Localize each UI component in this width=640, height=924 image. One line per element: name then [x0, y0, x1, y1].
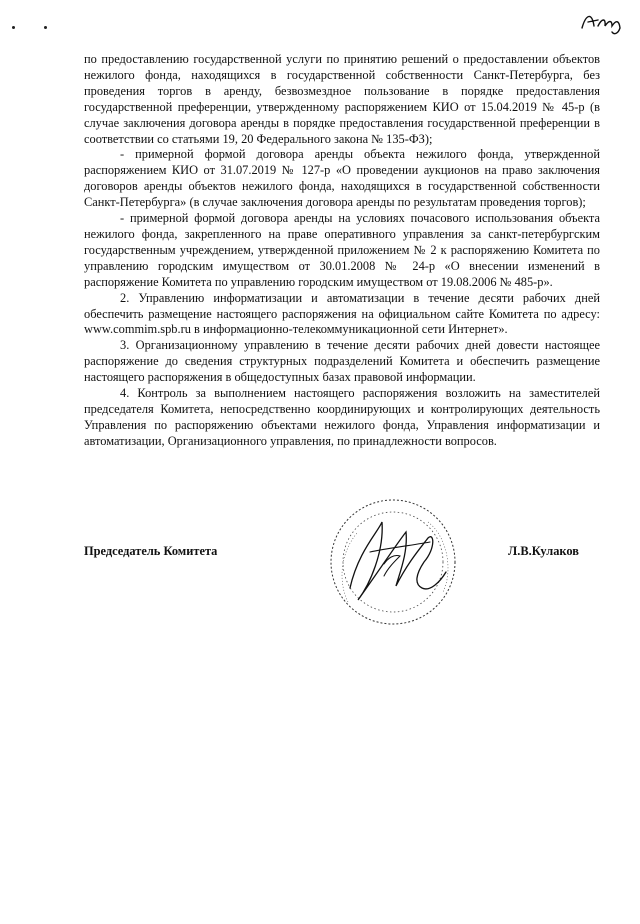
- scan-speck: [44, 26, 47, 29]
- paragraph-item-3: 3. Организационному управлению в течение десяти рабочих дней довести настоящее распоряжение до сведения структурных подразделений Комитета и обеспечить размещение настоящего распоряжения в общедоступных базах правовой информации.: [84, 338, 600, 385]
- signature-drawing: [318, 492, 468, 632]
- signer-title: Председатель Комитета: [84, 544, 218, 558]
- document-body: [84, 52, 600, 450]
- paragraph-item-2: 2. Управлению информатизации и автоматизации в течение десяти рабочих дней обеспечить размещение настоящего распоряжения на официальном сайте Комитета по адресу: www.commim.spb.ru в информационно-телекоммуникационной сети Интернет».: [84, 290, 600, 337]
- paragraph-lease-form-auction: - примерной формой договора аренды объекта нежилого фонда, утвержденной распоряжением КИО от 31.07.2019 № 127-р «О проведении аукционов на право заключения договоров аренды объектов нежилого фонда, находящихся в государственной собственности Санкт-Петербурга» (в случае заключения договора аренды по результатам проведения торгов);: [84, 147, 600, 210]
- paragraph-lease-form-hourly: - примерной формой договора аренды на условиях почасового использования объекта нежилого фонда, закрепленного на праве оперативного управления за санкт-петербургским государственным учреждением, утвержденной приложением № 2 к распоряжению Комитета по управлению городским имуществом от 30.01.2008 № 24-р «О внесении изменений в распоряжение Комитета по управлению городским имуществом от 19.08.2006 № 485-р».: [84, 211, 600, 289]
- paragraph-continuation: по предоставлению государственной услуги по принятию решений о предоставлении объектов нежилого фонда, находящихся в государственной собственности Санкт-Петербурга, без проведения торгов в аренду, безвозмездное пользование в порядке предоставления государственной преференции, утвержденному распоряжением КИО от 15.04.2019 № 45-р (в случае заключения договора аренды в порядке предоставления государственной преференции в соответствии со статьями 19, 20 Федерального закона № 135-ФЗ);: [84, 52, 600, 146]
- scan-speck: [12, 26, 15, 29]
- signer-name: Л.В.Кулаков: [508, 544, 579, 558]
- paragraph-item-4: 4. Контроль за выполнением настоящего распоряжения возложить на заместителей председателя Комитета, непосредственно координирующих и контролирующих деятельность Управления по распоряжению объектами нежилого фонда, Управления информатизации и автоматизации, Организационного управления, по принадлежности вопросов.: [84, 386, 600, 448]
- handwritten-initials-mark: [578, 6, 626, 36]
